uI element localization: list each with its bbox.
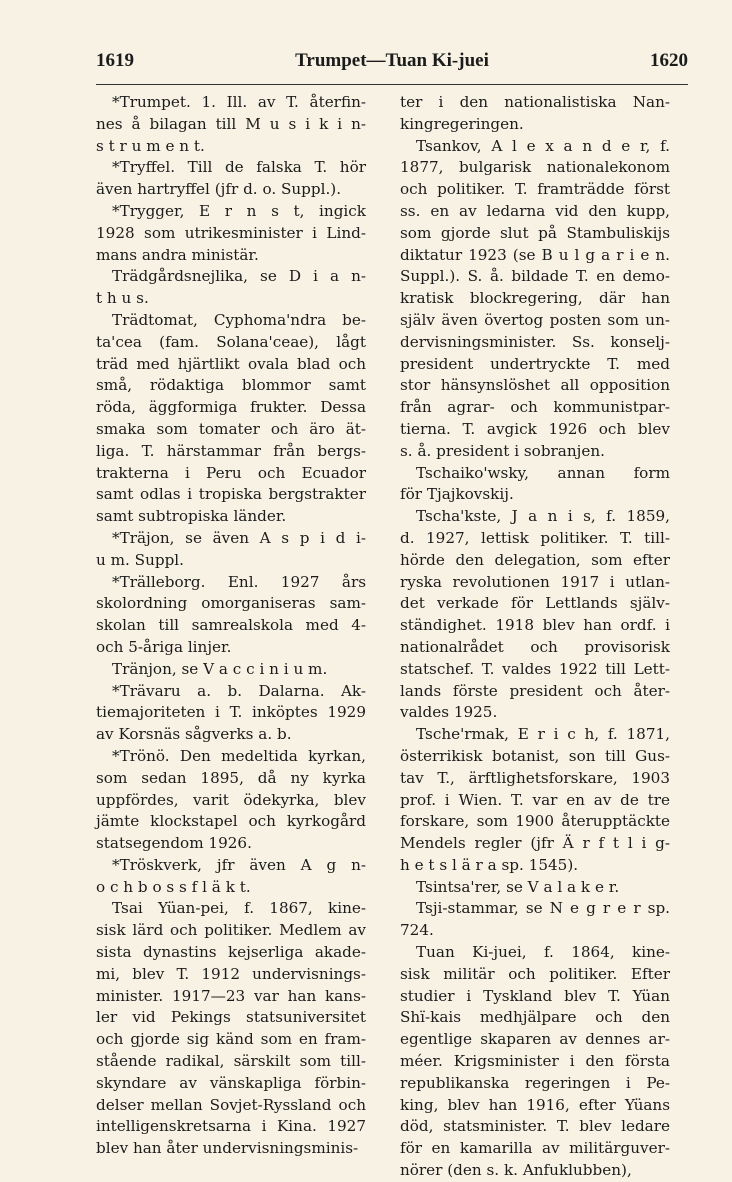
dictionary-entry [400, 92, 670, 136]
entry-line: *Tryffel. Till de falska T. hör [112, 158, 366, 177]
entry-line: samt subtropiska länder. [96, 507, 287, 526]
dictionary-entry [96, 898, 366, 1160]
entry-line: statschef. T. valdes 1922 till Lett- [400, 659, 670, 678]
entry-line: samt odlas i tropiska bergstrakter [96, 485, 366, 504]
entry-line: o c h b o s s f l ä k t. [96, 877, 251, 896]
entry-line: t h u s. [96, 289, 149, 308]
entry-line: Tuan Ki-juei, f. 1864, kine- [416, 943, 670, 962]
entry-line: d. 1927, lettisk politiker. T. till- [400, 528, 670, 547]
dictionary-entry [96, 855, 366, 899]
entry-line: ler vid Pekings statsuniversitet [96, 1008, 366, 1027]
entry-line: *Trönö. Den medeltida kyrkan, [112, 746, 366, 765]
entry-line: republikanska regeringen i Pe- [400, 1073, 670, 1092]
dictionary-entry [96, 266, 366, 310]
entry-line: h e t s l ä r a sp. 1545). [400, 855, 579, 874]
entry-line: som gjorde slut på Stambuliskijs [400, 223, 670, 242]
entry-line: träd med hjärtlikt ovala blad och [96, 354, 366, 373]
dictionary-entry [96, 659, 366, 681]
entry-line: Tränjon, se V a c c i n i u m. [112, 659, 328, 678]
entry-line: ryska revolutionen 1917 i utlan- [400, 572, 670, 591]
entry-line: dervisningsminister. Ss. konselj- [400, 332, 670, 351]
entry-line: trakterna i Peru och Ecuador [96, 463, 366, 482]
entry-line: u m. Suppl. [96, 550, 184, 569]
entry-line: nationalrådet och provisorisk [400, 637, 670, 656]
entry-line: Trädgårdsnejlika, se D i a n- [112, 267, 366, 286]
left-column [96, 92, 366, 1160]
entry-line: diktatur 1923 (se B u l g a r i e n. [400, 245, 670, 264]
entry-line: Mendels regler (jfr Ä r f t l i g- [400, 834, 670, 853]
dictionary-entry [400, 877, 670, 899]
entry-line: prof. i Wien. T. var en av de tre [400, 790, 670, 809]
entry-line: president undertryckte T. med [400, 354, 670, 373]
entry-line: ta'cea (fam. Solana'ceae), lågt [96, 332, 366, 351]
entry-line: och 5-åriga linjer. [96, 637, 232, 656]
entry-line: mi, blev T. 1912 undervisnings- [96, 964, 366, 983]
entry-line: Tsche'rmak, E r i c h, f. 1871, [416, 725, 670, 744]
entry-line: nörer (den s. k. Anfuklubben), [400, 1161, 632, 1180]
right-page-number: 1620 [650, 50, 688, 71]
entry-line: som sedan 1895, då ny kyrka [96, 768, 366, 787]
dictionary-entry [400, 463, 670, 507]
entry-line: 724. [400, 921, 434, 940]
entry-line: studier i Tyskland blev T. Yüan [400, 986, 670, 1005]
entry-line: och gjorde sig känd som en fram- [96, 1030, 366, 1049]
dictionary-entry [400, 724, 670, 877]
dictionary-entry [96, 746, 366, 855]
entry-line: Tsji-stammar, se N e g r e r sp. [416, 899, 670, 918]
entry-line: ss. en av ledarna vid den kupp, [400, 201, 670, 220]
entry-line: röda, äggformiga frukter. Dessa [96, 398, 366, 417]
entry-line: små, rödaktiga blommor samt [96, 376, 366, 395]
entry-line: jämte klockstapel och kyrkogård [96, 812, 366, 831]
page-title: Trumpet—Tuan Ki-juei [295, 50, 489, 71]
entry-line: liga. T. härstammar från bergs- [96, 441, 366, 460]
entry-line: smaka som tomater och äro ät- [96, 419, 366, 438]
entry-line: sista dynastins kejserliga akade- [96, 943, 366, 962]
entry-line: uppfördes, varit ödekyrka, blev [96, 790, 366, 809]
entry-line: egentlige skaparen av dennes ar- [400, 1030, 670, 1049]
entry-line: österrikisk botanist, son till Gus- [400, 746, 670, 765]
entry-line: tav T., ärftlighetsforskare, 1903 [400, 768, 670, 787]
entry-line: Tscha'kste, J a n i s, f. 1859, [416, 507, 670, 526]
entry-line: sisk militär och politiker. Efter [400, 964, 670, 983]
entry-line: det verkade för Lettlands själv- [400, 594, 670, 613]
entry-line: méer. Krigsminister i den första [400, 1052, 670, 1071]
entry-line: Suppl.). S. å. bildade T. en demo- [400, 267, 670, 286]
dictionary-entry [400, 898, 670, 942]
entry-line: *Trumpet. 1. Ill. av T. återfin- [112, 93, 366, 111]
entry-line: skolan till samrealskola med 4- [96, 616, 366, 635]
dictionary-entry [96, 201, 366, 266]
entry-line: king, blev han 1916, efter Yüans [400, 1095, 670, 1114]
entry-line: Tsintsa'rer, se V a l a k e r. [416, 877, 620, 896]
entry-line: för en kamarilla av militärguver- [400, 1139, 670, 1158]
entry-line: *Träjon, se även A s p i d i- [112, 528, 366, 547]
entry-line: *Tröskverk, jfr även A g n- [112, 855, 366, 874]
entry-line: och politiker. T. framträdde först [400, 180, 670, 199]
entry-line: Tsankov, A l e x a n d e r, f. [416, 136, 670, 155]
entry-line: skyndare av vänskapliga förbin- [96, 1073, 366, 1092]
entry-line: död, statsminister. T. blev ledare [400, 1117, 670, 1136]
dictionary-entry [400, 942, 670, 1182]
entry-line: sisk lärd och politiker. Medlem av [96, 921, 366, 940]
entry-line: för Tjajkovskij. [400, 485, 514, 504]
entry-line: *Trälleborg. Enl. 1927 års [112, 572, 366, 591]
entry-line: s. å. president i sobranjen. [400, 441, 605, 460]
entry-line: ter i den nationalistiska Nan- [400, 93, 670, 111]
entry-line: valdes 1925. [400, 703, 498, 722]
entry-line: stor hänsynslöshet all opposition [400, 376, 670, 395]
entry-line: lands förste president och åter- [400, 681, 670, 700]
entry-line: s t r u m e n t. [96, 136, 205, 155]
entry-line: tiemajoriteten i T. inköptes 1929 [96, 703, 366, 722]
entry-line: 1928 som utrikesminister i Lind- [96, 223, 366, 242]
entry-line: skolordning omorganiseras sam- [96, 594, 366, 613]
entry-line: stående radikal, särskilt som till- [96, 1052, 366, 1071]
entry-line: statsegendom 1926. [96, 834, 252, 853]
entry-line: Tschaiko'wsky, annan form [416, 463, 670, 482]
left-page-number: 1619 [96, 50, 134, 71]
entry-line: intelligenskretsarna i Kina. 1927 [96, 1117, 366, 1136]
entry-line: kingregeringen. [400, 114, 524, 133]
page-header [96, 50, 688, 78]
entry-line: forskare, som 1900 återupptäckte [400, 812, 670, 831]
dictionary-entry [96, 528, 366, 572]
entry-line: kratisk blockregering, där han [400, 289, 670, 308]
entry-line: Shï-kais medhjälpare och den [400, 1008, 670, 1027]
entry-line: 1877, bulgarisk nationalekonom [400, 158, 670, 177]
dictionary-entry [400, 506, 670, 724]
entry-line: mans andra ministär. [96, 245, 259, 264]
dictionary-entry [96, 572, 366, 659]
entry-line: Tsai Yüan-pei, f. 1867, kine- [112, 899, 366, 918]
dictionary-entry [400, 136, 670, 463]
entry-line: *Trygger, E r n s t, ingick [112, 201, 366, 220]
entry-line: nes å bilagan till M u s i k i n- [96, 114, 366, 133]
entry-line: ständighet. 1918 blev han ordf. i [400, 616, 670, 635]
entry-line: hörde den delegation, som efter [400, 550, 670, 569]
dictionary-entry [96, 681, 366, 746]
entry-line: delser mellan Sovjet-Ryssland och [96, 1095, 366, 1114]
entry-line: Trädtomat, Cyphoma'ndra be- [112, 310, 366, 329]
dictionary-entry [96, 157, 366, 201]
dictionary-entry [96, 92, 366, 157]
entry-line: *Trävaru a. b. Dalarna. Ak- [112, 681, 366, 700]
entry-line: själv även övertog posten som un- [400, 310, 670, 329]
entry-line: minister. 1917—23 var han kans- [96, 986, 366, 1005]
entry-line: av Korsnäs sågverks a. b. [96, 725, 292, 744]
right-column [400, 92, 670, 1182]
entry-line: även hartryffel (jfr d. o. Suppl.). [96, 180, 342, 199]
header-rule [96, 84, 688, 85]
entry-line: från agrar- och kommunistpar- [400, 398, 670, 417]
dictionary-entry [96, 310, 366, 528]
entry-line: blev han åter undervisningsminis- [96, 1139, 359, 1158]
entry-line: tierna. T. avgick 1926 och blev [400, 419, 670, 438]
